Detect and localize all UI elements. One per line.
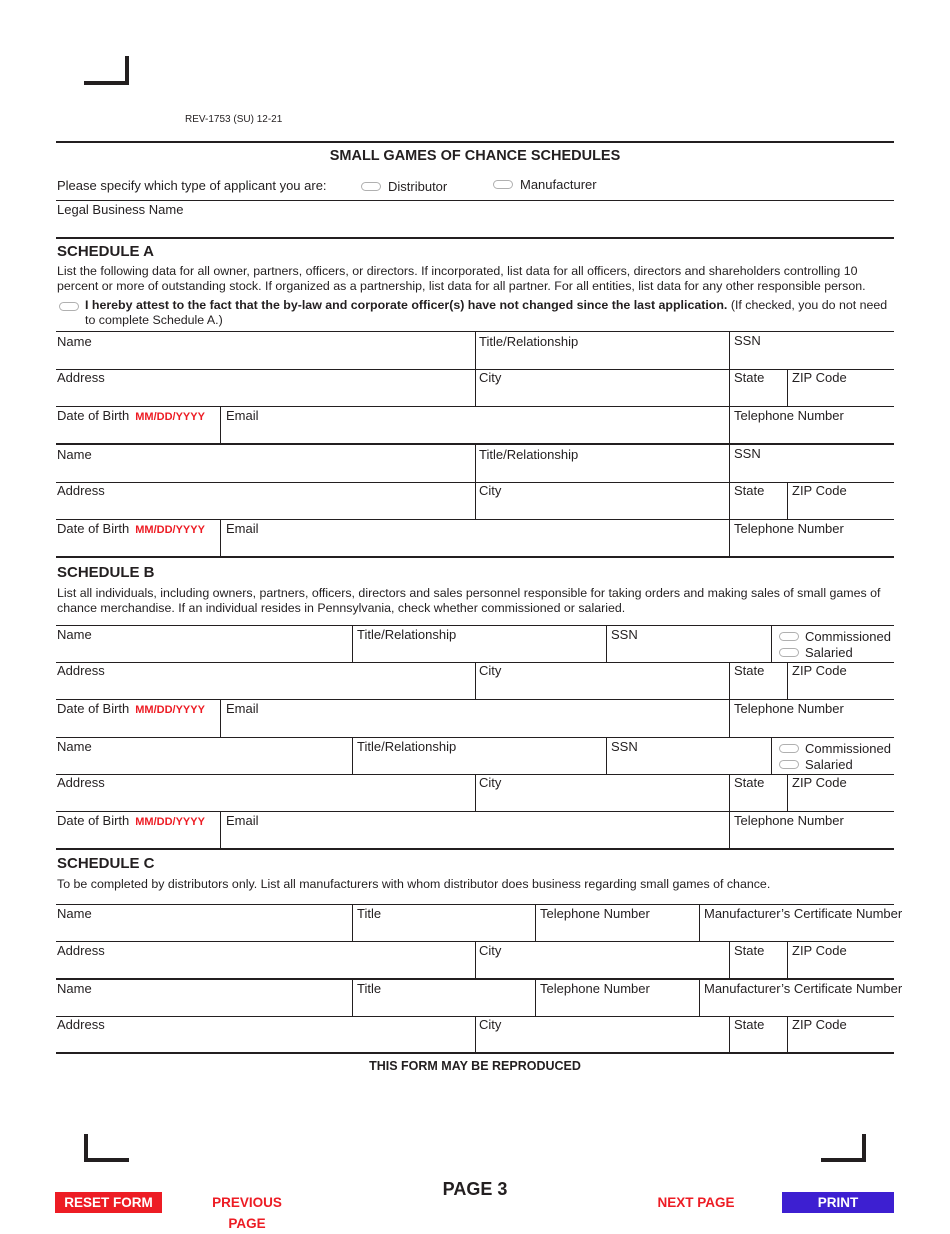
schedule-a-heading: SCHEDULE A [57,243,154,260]
city-label: City [479,663,502,678]
schedule-a-1-zip-field[interactable] [788,370,894,406]
schedule-a-2-zip-field[interactable] [788,483,894,519]
schedule-c-2-address-field[interactable] [56,1017,475,1052]
schedule-b-heading: SCHEDULE B [57,564,155,581]
name-label: Name [57,334,92,349]
state-label: State [734,663,765,678]
schedule-b-1-address-field[interactable] [56,663,475,699]
address-label: Address [57,483,105,498]
schedule-b-2-city-field[interactable] [476,775,729,811]
schedule-c-2-telephone-field[interactable] [536,980,699,1016]
city-label: City [479,943,502,958]
name-label: Name [57,906,92,921]
title-relationship-label: Title/Relationship [357,627,457,642]
schedule-c-description: To be completed by distributors only. List all manufacturers with whom distributor does business regarding small games of chance. [57,877,771,891]
schedule-b-2-telephone-field[interactable] [730,812,894,848]
schedule-a-1-address-field[interactable] [56,370,475,406]
name-label: Name [57,981,92,996]
legal-business-name-label: Legal Business Name [57,202,184,217]
reproduce-note: THIS FORM MAY BE REPRODUCED [369,1059,581,1073]
title-relationship-label: Title/Relationship [479,447,579,462]
dob-format-hint: MM/DD/YYYY [135,816,205,828]
schedule-a-1-telephone-field[interactable] [730,407,894,443]
schedule-c-2-state-field[interactable] [730,1017,787,1052]
telephone-label: Telephone Number [734,813,844,828]
zip-label: ZIP Code [792,483,847,498]
title-relationship-label: Title/Relationship [357,739,457,754]
schedule-c-1-city-field[interactable] [476,942,729,978]
ssn-label: SSN [611,739,638,754]
attest-checkbox[interactable] [59,302,79,311]
zip-label: ZIP Code [792,370,847,385]
schedule-b-2-address-field[interactable] [56,775,475,811]
city-label: City [479,1017,502,1032]
schedule-b-1-title-field[interactable] [353,626,606,662]
corner-mark-top-left [84,81,129,85]
attest-statement [85,298,895,328]
commissioned-label: Commissioned [805,629,891,644]
ssn-label: SSN [734,446,761,461]
salaried-label: Salaried [805,757,853,772]
page-title: SMALL GAMES OF CHANCE SCHEDULES [329,148,621,164]
telephone-label: Telephone Number [734,521,844,536]
applicant-prompt: Please specify which type of applicant you are: [57,178,327,193]
state-label: State [734,775,765,790]
schedule-b-1-dob-field[interactable] [56,700,220,737]
schedule-c-1-telephone-field[interactable] [536,905,699,941]
commissioned-label: Commissioned [805,741,891,756]
previous-page-button[interactable]: PREVIOUS PAGE [212,1195,282,1231]
schedule-b-2-zip-field[interactable] [788,775,894,811]
dob-label-text: Date of Birth [57,521,130,536]
email-label: Email [226,813,259,828]
legal-name-rule [56,237,894,239]
schedule-c-2-name-field[interactable] [56,980,352,1016]
schedule-b-1-ssn-field[interactable] [607,626,771,662]
state-label: State [734,370,765,385]
schedule-a-2-city-field[interactable] [476,483,729,519]
salaried-radio[interactable] [779,760,799,769]
distributor-radio[interactable] [361,182,381,191]
manufacturer-cert-label: Manufacturer’s Certificate Number [704,906,903,921]
state-label: State [734,1017,765,1032]
legal-business-name-field[interactable] [56,201,894,237]
schedule-c-1-name-field[interactable] [56,905,352,941]
zip-label: ZIP Code [792,663,847,678]
manufacturer-radio[interactable] [493,180,513,189]
city-label: City [479,483,502,498]
schedule-a-1-name-field[interactable] [56,332,475,369]
schedule-b-2-ssn-field[interactable] [607,738,771,774]
schedule-a-2-dob-field[interactable] [56,520,220,556]
schedule-b-1-zip-field[interactable] [788,663,894,699]
dob-label-text: Date of Birth [57,701,130,716]
schedule-a-2-name-field[interactable] [56,445,475,482]
corner-mark-bottom-right-horizontal [821,1158,866,1162]
schedule-a-1-dob-field[interactable] [56,407,220,443]
schedule-c-1-zip-field[interactable] [788,942,894,978]
title-label: Title [357,906,382,921]
state-label: State [734,483,765,498]
schedule-c-1-state-field[interactable] [730,942,787,978]
email-label: Email [226,521,259,536]
dob-label-text: Date of Birth [57,813,130,828]
dob-format-hint: MM/DD/YYYY [135,704,205,716]
salaried-radio[interactable] [779,648,799,657]
telephone-label: Telephone Number [734,408,844,423]
schedule-a-1-city-field[interactable] [476,370,729,406]
email-label: Email [226,408,259,423]
schedule-c-1-cert-field[interactable] [700,905,894,941]
schedule-b-1-state-field[interactable] [730,663,787,699]
schedule-a-1-state-field[interactable] [730,370,787,406]
corner-mark-top-left-vertical [125,56,129,85]
schedule-a-2-title-field[interactable] [476,445,729,482]
schedule-a-2-ssn-field[interactable] [730,445,894,482]
distributor-label: Distributor [388,179,448,194]
schedule-a-1-title-field[interactable] [476,332,729,369]
address-label: Address [57,663,105,678]
schedule-a-2-address-field[interactable] [56,483,475,519]
form-id: REV-1753 (SU) 12-21 [185,114,283,125]
commissioned-radio[interactable] [779,744,799,753]
salaried-label: Salaried [805,645,853,660]
schedule-b-1-telephone-field[interactable] [730,700,894,737]
title-label: Title [357,981,382,996]
schedule-b-1-city-field[interactable] [476,663,729,699]
print-button[interactable]: PRINT [782,1192,894,1213]
attest-rest-text: (If checked, you do not need to complete Schedule A.) [85,298,888,327]
manufacturer-label: Manufacturer [520,177,597,192]
city-label: City [479,775,502,790]
name-label: Name [57,627,92,642]
schedule-b-2-name-field[interactable] [56,738,352,774]
address-label: Address [57,775,105,790]
schedule-a-2-telephone-field[interactable] [730,520,894,556]
telephone-label: Telephone Number [540,981,650,996]
city-label: City [479,370,502,385]
commissioned-radio[interactable] [779,632,799,641]
schedule-c-1-address-field[interactable] [56,942,475,978]
schedule-c-2-cert-field[interactable] [700,980,894,1016]
schedule-c-2-zip-field[interactable] [788,1017,894,1052]
schedule-b-2-dob-field[interactable] [56,812,220,848]
schedule-c-1-title-field[interactable] [353,905,535,941]
next-page-button[interactable]: NEXT PAGE [657,1195,735,1210]
dob-format-hint: MM/DD/YYYY [135,524,205,536]
name-label: Name [57,739,92,754]
title-relationship-label: Title/Relationship [479,334,579,349]
schedule-c-2-city-field[interactable] [476,1017,729,1052]
zip-label: ZIP Code [792,1017,847,1032]
schedule-a-2-email-field[interactable] [221,520,729,556]
schedule-a-1-ssn-field[interactable] [730,332,894,369]
schedule-b-description: List all individuals, including owners, partners, officers, directors and sales personnel responsible for taking orders and making sales of small games of chance merchandise. If an individual resides in Pennsylvania, check whether commissioned or salaried. [57,586,881,615]
name-label: Name [57,447,92,462]
telephone-label: Telephone Number [540,906,650,921]
header-rule [56,141,894,143]
schedule-c-2-title-field[interactable] [353,980,535,1016]
schedule-b-2-state-field[interactable] [730,775,787,811]
telephone-label: Telephone Number [734,701,844,716]
zip-label: ZIP Code [792,943,847,958]
schedule-b-2-title-field[interactable] [353,738,606,774]
dob-label-text: Date of Birth [57,408,130,423]
corner-mark-bottom-left-horizontal [84,1158,129,1162]
schedule-a-description: List the following data for all owner, partners, officers, or directors. If incorporated, list data for all officers, directors and shareholders controlling 10 percent or more of outstanding stock. If organized as a partnership, list data for all partner. For all entities, list data for any other responsible person. [57,264,866,293]
schedule-a-1-email-field[interactable] [221,407,729,443]
schedule-b-1-name-field[interactable] [56,626,352,662]
manufacturer-cert-label: Manufacturer’s Certificate Number [704,981,903,996]
address-label: Address [57,943,105,958]
address-label: Address [57,1017,105,1032]
reset-form-button[interactable]: RESET FORM [55,1192,162,1213]
schedule-b-1-email-field[interactable] [221,700,729,737]
schedule-c-heading: SCHEDULE C [57,855,155,872]
dob-format-hint: MM/DD/YYYY [135,411,205,423]
schedule-b-2-email-field[interactable] [221,812,729,848]
page-number: PAGE 3 [442,1179,508,1199]
email-label: Email [226,701,259,716]
state-label: State [734,943,765,958]
ssn-label: SSN [611,627,638,642]
schedule-a-2-state-field[interactable] [730,483,787,519]
address-label: Address [57,370,105,385]
zip-label: ZIP Code [792,775,847,790]
attest-bold-text: I hereby attest to the fact that the by-law and corporate officer(s) have not changed since the last application. [85,298,728,312]
ssn-label: SSN [734,333,761,348]
